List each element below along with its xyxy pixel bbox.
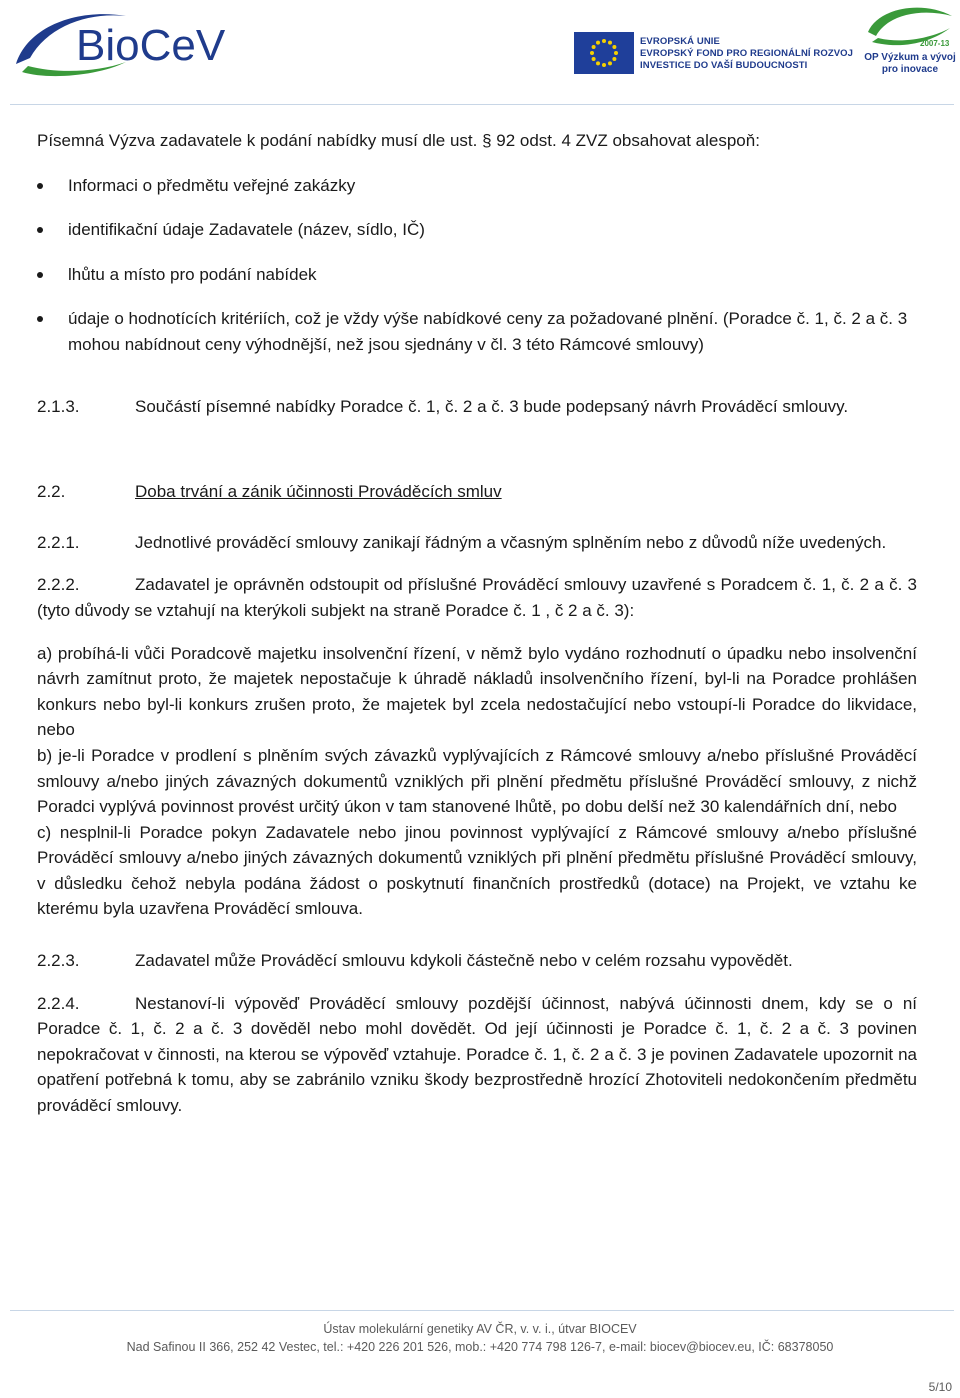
item-b: b) je-li Poradce v prodlení s plněním svých závazků vyplývajících z Rámcové smlouvy a/nebo příslušné Prováděcí smlouvy a/nebo jiných závazných dokumentů vzniklých při plnění předmětu příslušné Prováděcí smlouvy, z nichž Poradci vyplývá povinnost provést určitý úkon v tam stanovené lhůtě, po dobu delší než 30 kalendářních dní, nebo: [37, 745, 917, 817]
item-a: a) probíhá-li vůči Poradcově majetku insolvenční řízení, v němž bylo vydáno rozhodnutí o úpadku nebo insolvenční návrh zamítnut proto, že majetek nepostačuje k úhradě nákladů insolvenčního řízení, byl-li na Poradce prohlášen konkurs nebo byl-li konkurs zrušen proto, že majetek byl zcela nedostačující nebo vstoupí-li Poradce do likvidace, nebo: [37, 643, 917, 740]
op-vavpi-logo: [862, 2, 958, 78]
eu-logo-text: EVROPSKÁ UNIE EVROPSKÝ FOND PRO REGIONÁLNÍ ROZVOJ INVESTICE DO VAŠÍ BUDOUCNOSTI: [640, 36, 854, 71]
bullet-icon: [37, 272, 43, 278]
eu-flag-icon: [574, 32, 634, 74]
footer-divider: [10, 1310, 954, 1311]
biocev-logo-text: BioCeV: [76, 21, 226, 70]
section-number: 2.2.3.: [37, 951, 80, 971]
op-swoosh-icon: [862, 2, 958, 52]
footer-institution: Ústav molekulární genetiky AV ČR, v. v. i., útvar BIOCEV: [323, 1322, 637, 1336]
bullet-icon: [37, 183, 43, 189]
section-2-2-1: 2.2.1. Jednotlivé prováděcí smlouvy zanikají řádným a včasným splněním nebo z důvodů níže uvedených.: [37, 530, 917, 556]
section-number: 2.2.1.: [37, 532, 80, 552]
document-body: [37, 128, 917, 1119]
list-item: identifikační údaje Zadavatele (název, sídlo, IČ): [37, 217, 917, 243]
section-2-1-3: 2.1.3. Součástí písemné nabídky Poradce č. 1, č. 2 a č. 3 bude podepsaný návrh Prováděcí smlouvy.: [37, 394, 917, 420]
footer-contact: Nad Safinou II 366, 252 42 Vestec, tel.: +420 226 201 526, mob.: +420 774 798 126-7, e-mail: biocev@biocev.eu, IČ: 68378050: [126, 1340, 834, 1354]
list-item: Informaci o předmětu veřejné zakázky: [37, 173, 917, 199]
op-logo-text: OP Výzkum a vývoj pro inovace: [864, 52, 956, 75]
section-number: 2.1.3.: [37, 396, 80, 416]
biocev-logo: [8, 6, 238, 82]
header-divider: [10, 104, 954, 105]
section-number: 2.2.: [37, 482, 66, 502]
eu-logo: [574, 32, 854, 78]
section-title: Doba trvání a zánik účinnosti Prováděcích smluv: [135, 482, 502, 502]
section-2-2-heading: [37, 479, 917, 505]
section-2-2-2: 2.2.2. Zadavatel je oprávněn odstoupit od příslušné Prováděcí smlouvy uzavřené s Poradcem č. 1, č. 2 a č. 3 (tyto důvody se vztahují na kterýkoli subjekt na straně Poradce č. 1 , č 2 a č. 3):: [37, 572, 917, 623]
section-2-2-4: 2.2.4. Nestanoví-li výpověď Prováděcí smlouvy pozdější účinnost, nabývá účinnosti dnem, kdy se o ní Poradce č. 1, č. 2 a č. 3 dověděl nebo mohl dovědět. Od její účinnosti je Poradce č. 1, č. 2 a č. 3 povinen nepokračovat v činnosti, na kterou se výpověď vztahuje. Poradce č. 1, č. 2 a č. 3 je povinen Zadavatele upozornit na opatření potřebná k tomu, aby se zabránilo vzniku škody bezprostředně hrozící Zhotoviteli nedokončením předmětu prováděcí smlouvy.: [37, 991, 917, 1119]
list-item: údaje o hodnotících kritériích, což je vždy výše nabídkové ceny za požadované plnění. (Poradce č. 1, č. 2 a č. 3 mohou nabídnout ceny výhodnější, než jsou sjednány v čl. 3 této Rámcové smlouvy): [37, 306, 917, 357]
page-number: 5/10: [928, 1380, 952, 1394]
requirements-list: [37, 173, 917, 358]
op-logo-years: 2007-13: [920, 39, 950, 48]
bullet-icon: [37, 227, 43, 233]
section-number: 2.2.4.: [37, 993, 80, 1013]
list-item: lhůtu a místo pro podání nabídek: [37, 262, 917, 288]
intro-paragraph: Písemná Výzva zadavatele k podání nabídky musí dle ust. § 92 odst. 4 ZVZ obsahovat alespoň:: [37, 131, 760, 150]
section-number: 2.2.2.: [37, 575, 80, 595]
section-2-2-3: 2.2.3. Zadavatel může Prováděcí smlouvu kdykoli částečně nebo v celém rozsahu vypovědět.: [37, 948, 917, 974]
item-c: c) nesplnil-li Poradce pokyn Zadavatele nebo jinou povinnost vyplývající z Rámcové smlouvy a/nebo příslušné Prováděcí smlouvy a/nebo jiných závazných dokumentů vzniklých při plnění předmětu příslušné Prováděcí smlouvy, v důsledku čehož nebyla podána žádost o poskytnutí finančních prostředků (dotace) na Projekt, ve vztahu ke kterému byla uzavřena Prováděcí smlouva.: [37, 822, 917, 919]
page-header: [0, 0, 960, 106]
